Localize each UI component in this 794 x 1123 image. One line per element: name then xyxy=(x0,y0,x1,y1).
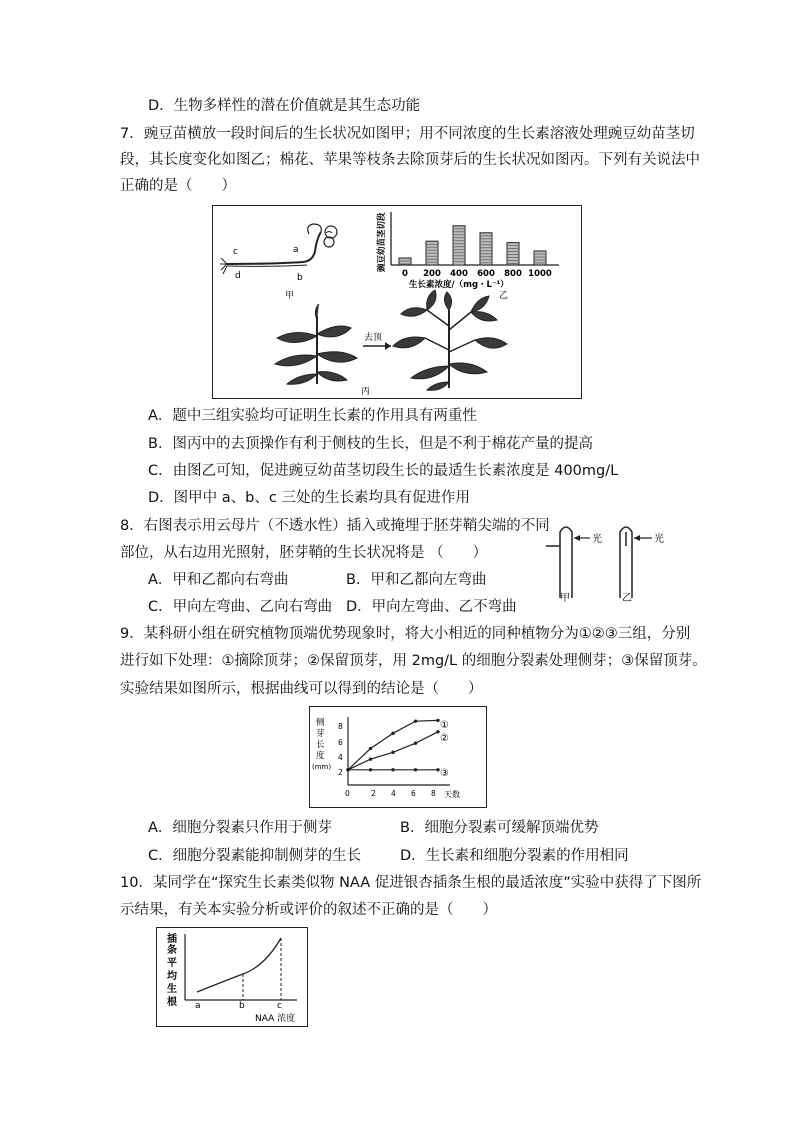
q10-stem-line-2: 示结果，有关本实验分析或评价的叙述不正确的是（ ） xyxy=(120,902,497,918)
q7-option-d: D．图甲中 a、b、c 三处的生长素均具有促进作用 xyxy=(148,490,470,506)
q10-tick-b: b xyxy=(239,1001,245,1011)
q9-figure xyxy=(309,706,487,808)
q7-option-a: A．题中三组实验均可证明生长素的作用具有两重性 xyxy=(148,408,477,424)
q7-figure xyxy=(212,205,582,399)
series-point-1 xyxy=(369,747,372,750)
q9-xtick-6: 6 xyxy=(411,789,416,798)
q9-series-label-2: ② xyxy=(440,733,449,744)
q9-ytick-8: 8 xyxy=(338,722,343,731)
q7-stem-line-2: 段，其长度变化如图乙；棉花、苹果等枝条去除顶芽后的生长状况如图丙。下列有关说法中 xyxy=(120,152,700,168)
bar-tick-label: 200 xyxy=(423,269,441,279)
plant-before-drawing xyxy=(275,304,357,384)
q10-figure xyxy=(156,927,308,1027)
bar-600 xyxy=(480,233,492,265)
q9-option-b: B．细胞分裂素可缓解顶端优势 xyxy=(400,820,599,836)
series-point-3 xyxy=(414,768,417,771)
series-point-3 xyxy=(391,768,394,771)
label-bing: 丙 xyxy=(361,387,371,397)
q8-option-a: A．甲和乙都向右弯曲 xyxy=(148,572,289,588)
bar-tick-label: 600 xyxy=(477,269,495,279)
q9-xtick-8: 8 xyxy=(431,789,436,798)
q8-option-c: C．甲向左弯曲、乙向右弯曲 xyxy=(148,599,333,615)
label-yi: 乙 xyxy=(499,291,509,301)
point-c-label: c xyxy=(233,247,238,257)
series-point-1 xyxy=(391,732,394,735)
q7-stem-line-1: 7．豌豆苗横放一段时间后的生长状况如图甲；用不同浓度的生长素溶液处理豌豆幼苗茎切 xyxy=(120,126,695,142)
q10-xlabel: NAA 浓度 xyxy=(255,1014,296,1024)
q9-ytick-6: 6 xyxy=(338,738,343,747)
q10-ylabel-char-6: 根 xyxy=(167,997,177,1008)
series-point-2 xyxy=(414,742,417,745)
q9-ylabel-char-2: 芽 xyxy=(316,729,325,739)
series-point-3 xyxy=(346,768,349,771)
q9-ytick-2: 2 xyxy=(338,768,343,777)
q10-ylabel-char-3: 平 xyxy=(167,958,177,969)
label-jia: 甲 xyxy=(285,291,295,301)
q10-tick-a: a xyxy=(195,1001,201,1011)
arrow-head xyxy=(385,342,391,350)
q9-xlabel: 天数 xyxy=(444,790,460,799)
q9-xtick-0: 0 xyxy=(345,789,350,798)
point-a-label: a xyxy=(293,245,299,255)
series-point-1 xyxy=(414,719,417,722)
q7-option-c: C．由图乙可知，促进豌豆幼苗茎切段生长的最适生长素浓度是 400mg/L xyxy=(148,463,619,479)
bars-group xyxy=(399,226,552,279)
q8-option-d: D．甲向左弯曲、乙不弯曲 xyxy=(346,599,517,615)
q8-stem-line-2: 部位，从右边用光照射，胚芽鞘的生长状况将是 （ ） xyxy=(120,545,488,561)
q9-xtick-2: 2 xyxy=(371,789,376,798)
series-point-2 xyxy=(391,751,394,754)
q10-ylabel-char-2: 条 xyxy=(167,945,177,956)
chart-ylabel: 豌豆幼苗茎切段 xyxy=(377,212,387,272)
q9-ylabel-char-4: 度 xyxy=(316,751,325,761)
q9-series-group xyxy=(346,719,439,772)
q9-ylabel-char-1: 侧 xyxy=(316,718,325,728)
point-b-label: b xyxy=(297,273,303,283)
light-arrow-head-2 xyxy=(634,535,640,541)
q9-stem-line-1: 9．某科研小组在研究植物顶端优势现象时，将大小相近的同种植物分为①②③三组，分别 xyxy=(120,626,691,642)
chart-xlabel: 生长素浓度/（mg・L⁻¹） xyxy=(409,280,509,290)
bar-tick-label: 800 xyxy=(504,269,522,279)
label-jia: 甲 xyxy=(560,593,570,604)
bar-tick-label: 1000 xyxy=(528,269,552,279)
q9-option-d: D．生长素和细胞分裂素的作用相同 xyxy=(400,848,629,864)
label-yi: 乙 xyxy=(622,593,632,604)
q10-chart-svg xyxy=(157,928,307,1026)
q10-ylabel-char-5: 生 xyxy=(167,984,177,995)
light-label-1: 光 xyxy=(592,534,602,545)
series-point-3 xyxy=(369,768,372,771)
bar-800 xyxy=(507,243,519,265)
bar-tick-label: 400 xyxy=(450,269,468,279)
q9-series-label-1: ① xyxy=(440,720,449,731)
q7-stem-line-3: 正确的是（ ） xyxy=(120,178,236,194)
q9-stem-line-3: 实验结果如图所示，根据曲线可以得到的结论是（ ） xyxy=(120,681,483,697)
q8-option-b: B．甲和乙都向左弯曲 xyxy=(346,572,487,588)
series-point-2 xyxy=(369,757,372,760)
q9-xtick-4: 4 xyxy=(391,789,396,798)
q7-figure-svg xyxy=(213,206,581,398)
q10-tick-c: c xyxy=(277,1001,282,1011)
series-line-1 xyxy=(348,720,438,769)
q8-stem-line-1: 8．右图表示用云母片（不透水性）插入或掩埋于胚芽鞘尖端的不同 xyxy=(120,518,550,534)
light-arrow-head-1 xyxy=(574,535,580,541)
q10-stem-line-1: 10．某同学在“探究生长素类似物 NAA 促进银杏插条生根的最适浓度”实验中获得了下图所 xyxy=(120,875,702,891)
q9-stem-line-2: 进行如下处理：①摘除顶芽；②保留顶芽，用 2mg/L 的细胞分裂素处理侧芽；③保留顶芽。 xyxy=(120,653,707,669)
q9-series-label-3: ③ xyxy=(440,768,449,779)
light-label-2: 光 xyxy=(654,534,664,545)
q9-chart-svg xyxy=(310,707,486,807)
coleoptile-jia xyxy=(560,527,572,598)
arrow-label: 去顶 xyxy=(364,333,383,343)
q9-option-a: A．细胞分裂素只作用于侧芽 xyxy=(148,820,332,836)
q9-yunit: (mm) xyxy=(312,763,332,771)
point-d-label: d xyxy=(235,271,241,281)
q8-coleoptile-figure xyxy=(540,518,680,606)
q10-curve xyxy=(197,938,281,992)
plant-after-drawing xyxy=(393,290,507,390)
q9-ylabel-char-3: 长 xyxy=(316,740,325,750)
q6-option-d: D．生物多样性的潜在价值就是其生态功能 xyxy=(148,98,421,114)
q10-ylabel-char-1: 插 xyxy=(167,934,177,945)
bar-tick-label: 0 xyxy=(402,269,408,279)
q10-ylabel-char-4: 均 xyxy=(167,971,177,982)
q7-option-b: B．图丙中的去顶操作有利于侧枝的生长，但是不利于棉花产量的提高 xyxy=(148,436,593,452)
q9-ytick-4: 4 xyxy=(338,753,343,762)
q9-option-c: C．细胞分裂素能抑制侧芽的生长 xyxy=(148,848,362,864)
